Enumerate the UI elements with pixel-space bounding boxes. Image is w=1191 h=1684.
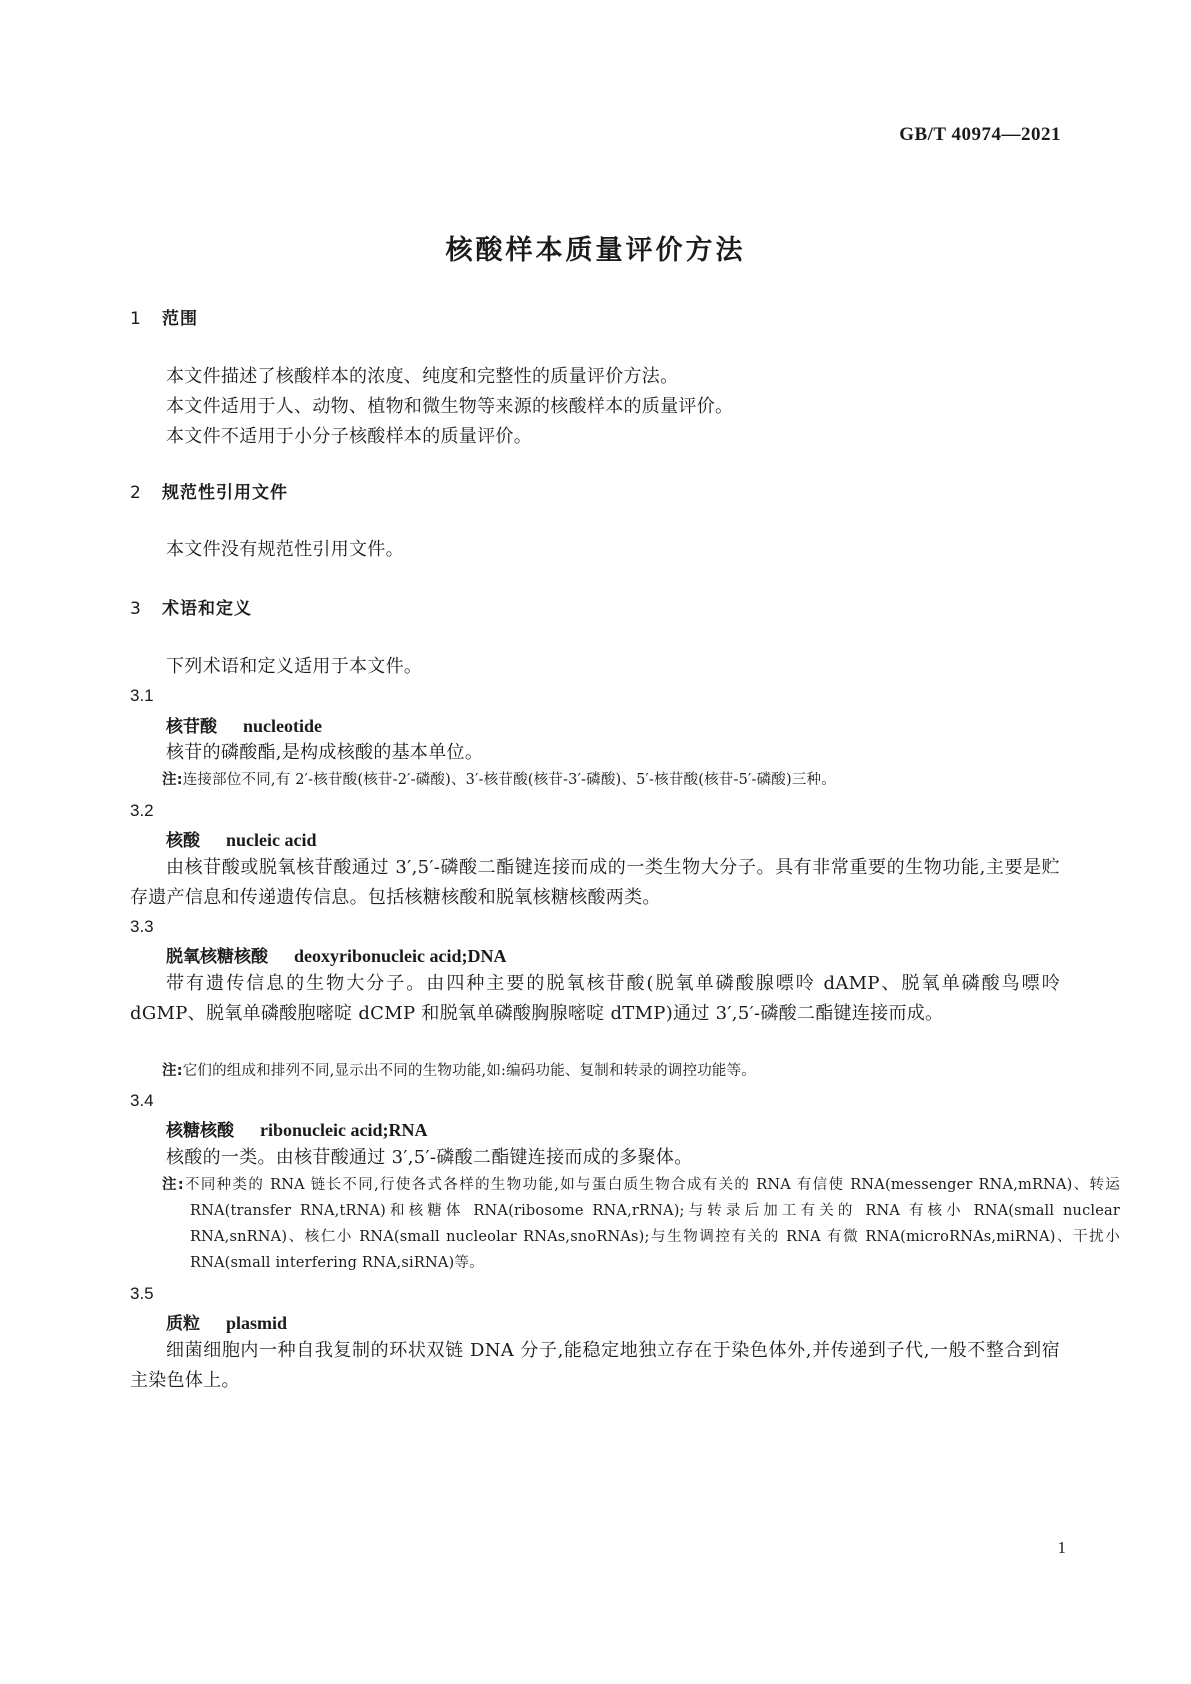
note-text: 它们的组成和排列不同,显示出不同的生物功能,如:编码功能、复制和转录的调控功能等。: [182, 1063, 757, 1079]
term-number: 3.2: [130, 801, 154, 820]
term-number: 3.5: [130, 1284, 154, 1303]
note-label: 注:: [162, 1063, 183, 1079]
term-number: 3.4: [130, 1091, 154, 1110]
term-heading: [130, 1309, 1096, 1338]
term-heading: [130, 1116, 1096, 1145]
paragraph: 本文件描述了核酸样本的浓度、纯度和完整性的质量评价方法。: [166, 366, 679, 387]
section-number: 1: [130, 309, 142, 329]
term-note: [130, 1058, 1092, 1084]
section-2-heading: [130, 481, 1060, 505]
term-heading: [130, 712, 1096, 741]
term-definition: 带有遗传信息的生物大分子。由四种主要的脱氧核苷酸(脱氧单磷酸腺嘌呤 dAMP、脱氧单磷酸鸟嘌呤 dGMP、脱氧单磷酸胞嘧啶 dCMP 和脱氧单磷酸胸腺嘧啶 dTMP)通过 3′,5′-磷酸二酯键连接而成。: [130, 973, 1060, 1024]
term-en: deoxyribonucleic acid;DNA: [294, 946, 507, 966]
term-zh: 质粒: [166, 1314, 200, 1334]
section-title: 术语和定义: [162, 599, 252, 619]
term-definition: 由核苷酸或脱氧核苷酸通过 3′,5′-磷酸二酯键连接而成的一类生物大分子。具有非常重要的生物功能,主要是贮存遗产信息和传递遗传信息。包括核糖核酸和脱氧核糖核酸两类。: [130, 857, 1060, 908]
document-title: 核酸样本质量评价方法: [445, 235, 746, 266]
term-number: 3.3: [130, 917, 154, 936]
term-zh: 核苷酸: [166, 717, 217, 737]
term-definition: 核苷的磷酸酯,是构成核酸的基本单位。: [166, 742, 484, 763]
section-2-body: [130, 535, 1060, 565]
standard-code: GB/T 40974—2021: [899, 124, 1061, 145]
term-definition: 细菌细胞内一种自我复制的环状双链 DNA 分子,能稳定地独立存在于染色体外,并传递到子代,一般不整合到宿主染色体上。: [130, 1340, 1060, 1391]
paragraph: 本文件没有规范性引用文件。: [166, 539, 404, 560]
term-note: [130, 1172, 1120, 1276]
note-label: 注:: [162, 1177, 184, 1193]
term-zh: 脱氧核糖核酸: [166, 947, 268, 967]
paragraph: 本文件不适用于小分子核酸样本的质量评价。: [166, 426, 532, 447]
section-1-body: [130, 362, 1060, 452]
term-number: 3.1: [130, 686, 154, 705]
section-1-heading: [130, 307, 1060, 331]
page-number: 1: [1057, 1538, 1066, 1557]
section-number: 2: [130, 483, 142, 503]
term-en: ribonucleic acid;RNA: [260, 1120, 428, 1140]
section-title: 范围: [162, 309, 198, 329]
note-text: 连接部位不同,有 2′-核苷酸(核苷-2′-磷酸)、3′-核苷酸(核苷-3′-磷酸)、5′-核苷酸(核苷-5′-磷酸)三种。: [182, 772, 836, 788]
note-label: 注:: [162, 772, 183, 788]
term-en: nucleotide: [243, 716, 322, 736]
section-3-intro: [130, 652, 1060, 682]
term-en: plasmid: [226, 1313, 288, 1333]
term-en: nucleic acid: [226, 830, 317, 850]
paragraph: 本文件适用于人、动物、植物和微生物等来源的核酸样本的质量评价。: [166, 396, 734, 417]
term-note: [130, 767, 1092, 793]
term-heading: [130, 826, 1096, 855]
term-heading: [130, 942, 1096, 971]
term-definition: 核酸的一类。由核苷酸通过 3′,5′-磷酸二酯键连接而成的多聚体。: [166, 1147, 693, 1168]
term-zh: 核酸: [166, 831, 200, 851]
section-number: 3: [130, 599, 142, 619]
section-3-heading: [130, 597, 1060, 621]
term-zh: 核糖核酸: [166, 1121, 234, 1141]
section-title: 规范性引用文件: [162, 483, 288, 503]
note-text: 不同种类的 RNA 链长不同,行使各式各样的生物功能,如与蛋白质生物合成有关的 RNA 有信使 RNA(messenger RNA,mRNA)、转运 RNA(transfer RNA,tRNA)和核糖体 RNA(ribosome RNA,rRNA);与转录后加工有关的 RNA 有核小 RNA(small nuclear RNA,snRNA)、核仁小 RNA(small nucleolar RNAs,snoRNAs);与生物调控有关的 RNA 有微 RNA(microRNAs,miRNA)、干扰小 RNA(small interfering RNA,siRNA)等。: [183, 1177, 1120, 1271]
paragraph: 下列术语和定义适用于本文件。: [166, 656, 423, 677]
